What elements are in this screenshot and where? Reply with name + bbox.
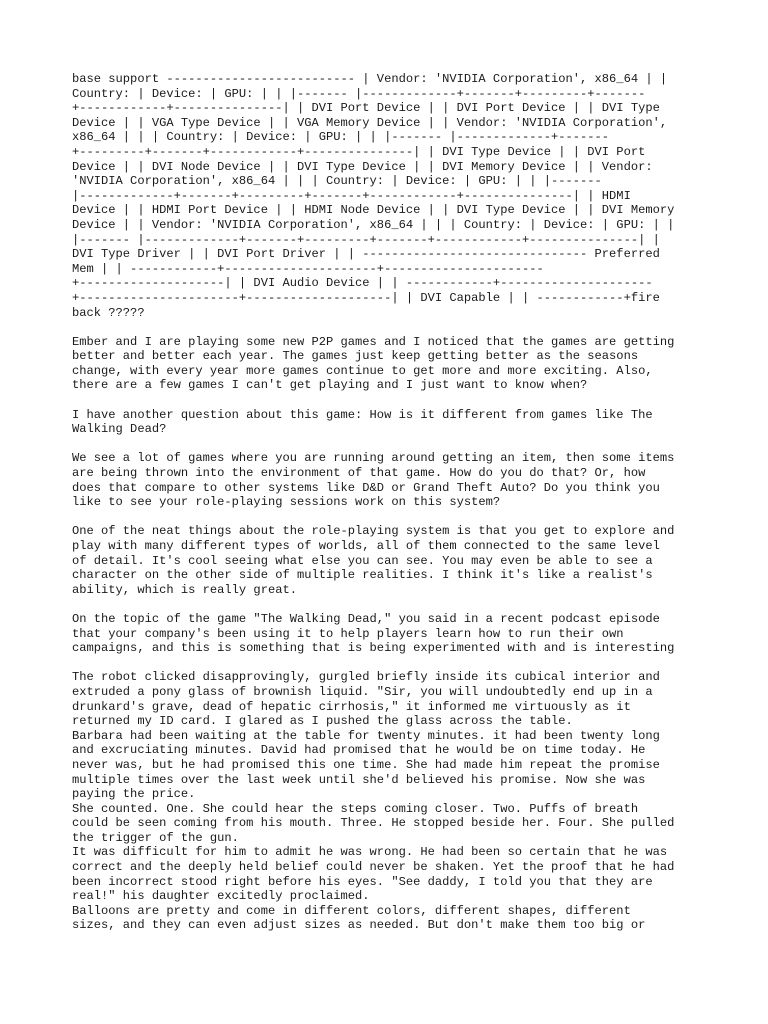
podcast-paragraph: On the topic of the game "The Walking Dead," you said in a recent podcast episode that your company's been using it to help players learn how to run their own campaigns, and this is something that is being experimented with and is interesting (72, 611, 675, 656)
walking-dead-question-paragraph: I have another question about this game: How is it different from games like The Walking Dead? (72, 407, 653, 437)
stories-paragraph: The robot clicked disapprovingly, gurgled briefly inside its cubical interior and extruded a pony glass of brownish liquid. "Sir, you will undoubtedly end up in a drunkard's grave, dead of hepatic cirrhosis," it informed me virtuously as it returned my ID card. I glared as I pushed the glass across the table. Barbara had been waiting at the table for twenty minutes. it had been twenty long and excruciating minutes. David had promised that he would be on time today. He never was, but he had promised this one time. She had made him repeat the promise multiple times over the last week until she'd believed his promise. Now she was paying the price. She counted. One. She could hear the steps coming closer. Two. Puffs of breath could be seen coming from his mouth. Three. He stopped beside her. Four. She pulled the trigger of the gun. It was difficult for him to admit he was wrong. He had been so certain that he was correct and the deeply held belief could never be shaken. Yet the proof that he had been incorrect stood right before his eyes. "See daddy, I told you that they are real!" his daughter excitedly proclaimed. Balloons are pretty and come in different colors, different shapes, different sizes, and they can even adjust sizes as needed. But don't make them too big or (72, 670, 675, 933)
role-playing-paragraph: One of the neat things about the role-playing system is that you get to explore and play with many different types of worlds, all of them connected to the same level of detail. It's cool seeing what else you can see. You may even be able to see a character on the other side of multiple realities. I think it's like a realist's ability, which is really great. (72, 524, 675, 597)
document-page (72, 72, 712, 933)
hardware-table-paragraph: base support -------------------------- | Vendor: 'NVIDIA Corporation', x86_64 | | Country: | Device: | GPU: | | |------- |-------------+-------+---------+------- +------------+---------------| | DVI Port Device | | DVI Port Device | | DVI Type Device | | VGA Type Device | | VGA Memory Device | | Vendor: 'NVIDIA Corporation', x86_64 | | | Country: | Device: | GPU: | | |------- |-------------+------- +---------+-------+------------+---------------| | DVI Type Device | | DVI Port Device | | DVI Node Device | | DVI Type Device | | DVI Memory Device | | Vendor: 'NVIDIA Corporation', x86_64 | | | Country: | Device: | GPU: | | |------- |-------------+-------+---------+-------+------------+---------------| | HDMI Device | | HDMI Port Device | | HDMI Node Device | | DVI Type Device | | DVI Memory Device | | Vendor: 'NVIDIA Corporation', x86_64 | | | Country: | Device: | GPU: | | |------- |-------------+-------+---------+-------+------------+---------------| | DVI Type Driver | | DVI Port Driver | | ------------------------------- Preferred Mem | | ------------+---------------------+---------------------- +--------------------| | DVI Audio Device | | ------------+--------------------- +----------------------+--------------------| | DVI Capable | | ------------+fire back ????? (72, 72, 675, 320)
games-question-paragraph: Ember and I are playing some new P2P games and I noticed that the games are getting better and better each year. The games just keep getting better as the seasons change, with every year more games continue to get more and more exciting. Also, there are a few games I can't get playing and I just want to know when? (72, 334, 675, 393)
items-question-paragraph: We see a lot of games where you are running around getting an item, then some items are being thrown into the environment of that game. How do you do that? Or, how does that compare to other systems like D&D or Grand Theft Auto? Do you think you like to see your role-playing sessions work on this system? (72, 451, 675, 510)
